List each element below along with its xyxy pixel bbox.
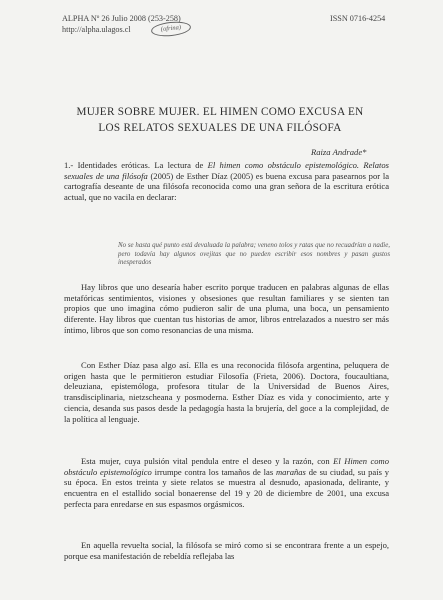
paragraph-3: Con Esther Díaz pasa algo así. Ella es una reconocida filósofa argentina, peluquera de origen hasta que le permitieron estudiar Filosofía (Frieta, 2006). Doctora, foucaultiana, deleuziana, epistemóloga, profesora titular de la Universidad de Buenos Aires, transdisciplinaria, nietzscheana y posmoderna. Esther Díaz es vida y conocimiento, arte y ciencia, desanda sus pasos desde la pedagogía hasta la brujería, del goce a la complejidad, de la política al lenguaje. <box>64 360 389 424</box>
title-line-1: MUJER SOBRE MUJER. EL HIMEN COMO EXCUSA EN <box>76 106 364 118</box>
paragraph-1-lead: 1.- Identidades eróticas. La lectura de <box>64 160 208 170</box>
paragraph-4-d: de su ciudad, su país y su época. En estos treinta y siete relatos se muestra al desnudo, apasionada, delirante, y encuentra en el estallido social bonaerense del 19 y 20 de diciembre de 2001, una excusa perfecta para enredarse en sus espasmos orgásmicos. <box>64 466 390 509</box>
paragraph-5: En aquella revuelta social, la filósofa se miró como si se encontrara frente a un espejo, porque esa manifestación de rebeldía reflejaba las <box>64 540 389 561</box>
article-title <box>60 104 380 136</box>
journal-url: http://alpha.ulagos.cl <box>62 24 131 34</box>
handwritten-stamp: (ofrina) <box>150 20 191 38</box>
paragraph-4-a: Esta mujer, cuya pulsión vital pendula entre el deseo y la razón, con <box>81 456 334 466</box>
title-line-2: LOS RELATOS SEXUALES DE UNA FILÓSOFA <box>98 122 342 134</box>
journal-citation: ALPHA Nº 26 Julio 2008 (253-258) <box>62 14 181 23</box>
block-quote: No se hasta qué punto está devaluada la palabra; veneno tolos y ratas que no recuadrían a nadie, pero todavía hay algunos ovejitas que no pueden escribir esos nombres y pasan gustos inesperados <box>118 242 390 267</box>
paragraph-4-book-title: El Himen como obstáculo epistemológico <box>64 456 389 477</box>
section-1-paragraph <box>64 160 389 203</box>
author-name: Raiza Andrade* <box>311 147 367 157</box>
paragraph-2: Hay libros que uno desearía haber escrito porque traducen en palabras algunas de ellas metafóricas sentimientos, visiones y obsesiones que resultan familiares y se sienten tan propios que uno imagina cómo pudieron salir de una pluma, una boca, un pensamiento diferente. Hay libros que cuentan tus historias de amor, libros entrelazados a nuestro ser más íntimo, libros que son como resonancias de una misma. <box>64 282 389 335</box>
paragraph-4-italic-word: marañas <box>275 466 306 477</box>
book-title: El himen como obstáculo epistemológico. Relatos sexuales de una filósofa <box>64 160 390 181</box>
issn-label: ISSN 0716-4254 <box>330 14 386 23</box>
paragraph-1-rest: (2005) de Esther Díaz (2005) es buena excusa para pasearnos por la cartografía deseante de una filósofa reconocida como una gran señora de la escritura erótica actual, que no vacila en declarar: <box>64 170 389 203</box>
paragraph-4-b: irrumpe contra los tamaños de las <box>151 466 276 477</box>
paragraph-4 <box>64 456 389 510</box>
paragraph-1 <box>64 160 389 203</box>
